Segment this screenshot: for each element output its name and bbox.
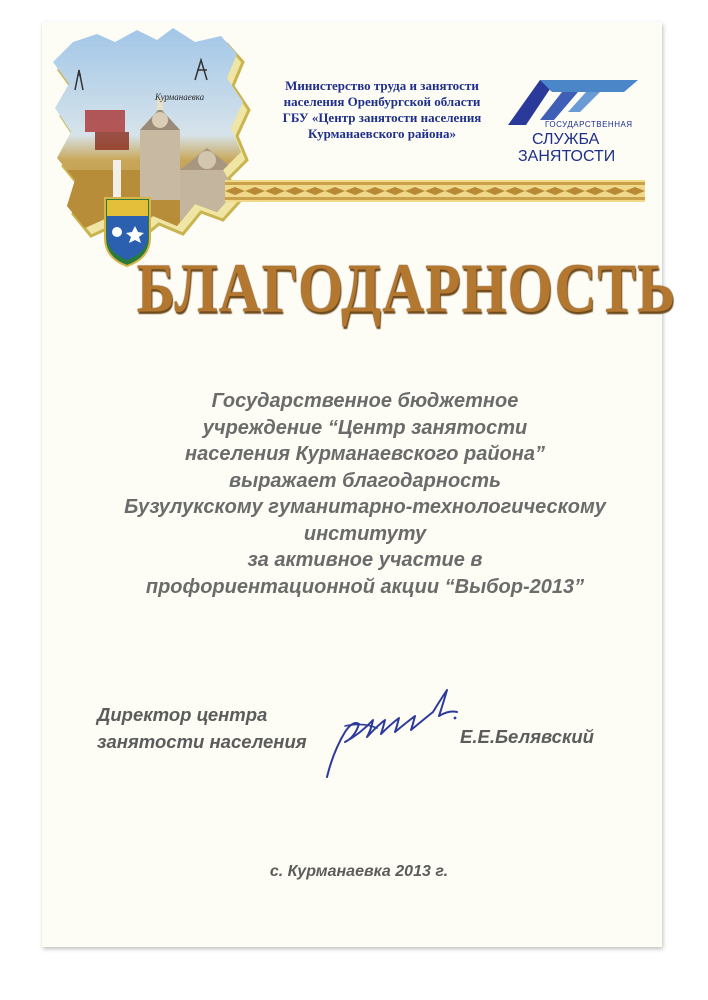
body-line: учреждение “Центр занятости: [202, 416, 528, 439]
logo-line2: СЛУЖБА: [532, 131, 600, 148]
body-line: профориентационной акции “Выбор-2013”: [145, 575, 585, 598]
certificate-title: БЛАГОДАРНОСТЬ: [136, 249, 677, 328]
ministry-line: Курманаевского района»: [308, 126, 456, 141]
role-line: Директор центра: [97, 704, 268, 725]
ministry-line: ГБУ «Центр занятости населения: [282, 110, 482, 125]
ministry-line: населения Оренбургской области: [283, 94, 481, 109]
ministry-line: Министерство труда и занятости: [285, 78, 479, 93]
role-line: занятости населения: [97, 731, 307, 752]
logo-line1: ГОСУДАРСТВЕННАЯ: [545, 120, 633, 129]
body-line: Государственное бюджетное: [211, 390, 519, 412]
body-line: населения Курманаевского района”: [185, 443, 545, 465]
handwritten-signature: [315, 682, 465, 782]
logo-line3: ЗАНЯТОСТИ: [518, 148, 616, 165]
ministry-block: [268, 78, 496, 142]
region-map-collage: [45, 20, 275, 275]
certificate-body: [60, 388, 670, 600]
body-line: институту: [303, 522, 427, 545]
body-line: Бузулукскому гуманитарно-технологическому: [124, 496, 606, 518]
place-and-date: с. Курманаевка 2013 г.: [269, 863, 449, 880]
body-line: выражает благодарность: [229, 469, 501, 492]
body-line: за активное участие в: [247, 549, 483, 571]
signatory-role: [97, 701, 307, 755]
ornament-band: [225, 180, 645, 202]
map-label: Курманаевка: [155, 92, 205, 102]
signatory-name: Е.Е.Белявский: [460, 726, 594, 747]
